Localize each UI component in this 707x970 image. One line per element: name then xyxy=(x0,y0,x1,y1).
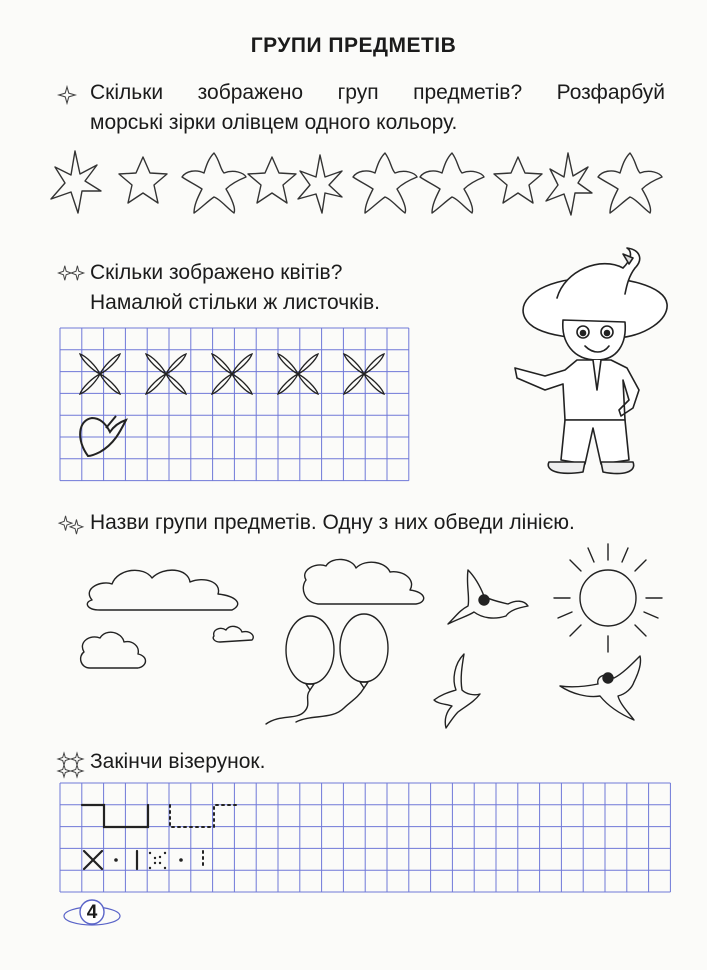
page-number: 4 xyxy=(86,902,98,923)
flowers-grid xyxy=(60,328,410,478)
object-groups-illustration xyxy=(60,540,680,740)
bird-drawing xyxy=(434,654,480,728)
pattern-solid-line xyxy=(82,805,148,827)
pattern-grid xyxy=(60,783,670,893)
page-title: ГРУПИ ПРЕДМЕТІВ xyxy=(250,34,457,57)
star-4-icon xyxy=(58,752,84,778)
bird-drawing xyxy=(448,570,528,624)
flower-drawing xyxy=(146,354,186,394)
flower-drawing xyxy=(212,354,252,394)
star-2-icon xyxy=(58,264,86,282)
cloud-drawing xyxy=(213,626,253,642)
cloud-drawing xyxy=(87,570,237,610)
cloud-drawing xyxy=(81,632,146,668)
pattern-dotted-line xyxy=(170,805,236,827)
task-3-text: Назви групи предметів. Одну з них обведи лінією. xyxy=(90,511,575,534)
task-1-line-1: Скільки зображено груп предметів? Розфарбуй xyxy=(90,81,665,104)
pattern-dot-mark xyxy=(179,858,183,862)
pattern-dot-mark xyxy=(114,858,118,862)
flower-drawing xyxy=(344,354,384,394)
star-3-icon xyxy=(58,515,84,535)
pattern-dotted-cross xyxy=(149,852,166,869)
sea-star-shape xyxy=(598,153,662,213)
task-2-line-2: Намалюй стільки ж листочків. xyxy=(90,291,381,314)
star-1-icon xyxy=(58,86,76,104)
balloon-drawing xyxy=(340,614,388,682)
spiky-star-shape xyxy=(546,153,592,215)
five-point-star-shape xyxy=(119,157,167,203)
task-2-line-1: Скільки зображено квітів? xyxy=(90,261,343,284)
spiky-star-shape xyxy=(51,151,101,213)
sea-stars-row xyxy=(50,145,660,225)
task-4-text: Закінчи візерунок. xyxy=(90,750,266,773)
five-point-star-shape xyxy=(248,157,296,203)
sun-drawing xyxy=(554,544,662,652)
flower-drawing xyxy=(80,354,120,394)
sea-star-shape xyxy=(420,153,484,213)
flower-drawing xyxy=(278,354,318,394)
spiky-star-shape xyxy=(298,155,342,213)
bird-drawing xyxy=(560,656,641,720)
sea-star-shape xyxy=(353,153,417,213)
boy-in-hat-illustration xyxy=(505,250,675,480)
five-point-star-shape xyxy=(494,157,542,203)
task-1-line-2: морські зірки олівцем одного кольору. xyxy=(90,111,458,134)
cloud-drawing xyxy=(303,559,423,604)
balloon-drawing xyxy=(286,616,334,684)
sea-star-shape xyxy=(182,153,246,213)
